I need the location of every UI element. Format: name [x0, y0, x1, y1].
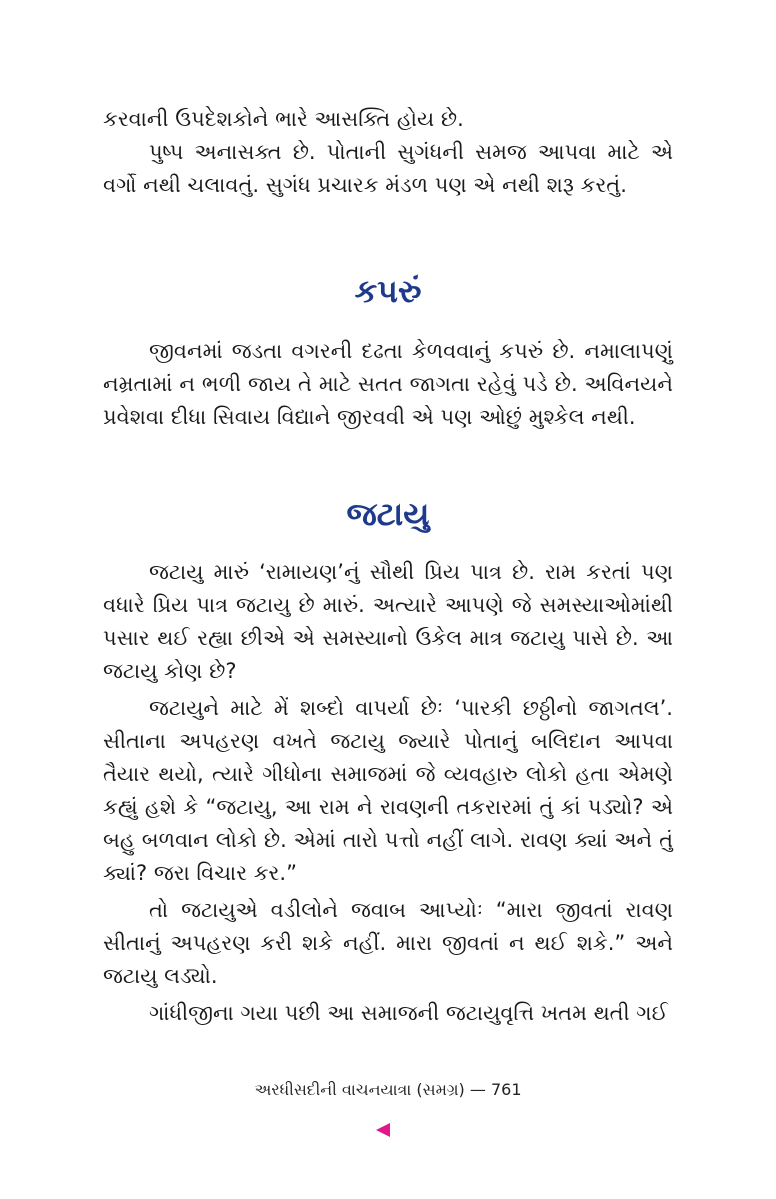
paragraph: તો જટાયુએ વડીલોને જવાબ આપ્યોઃ “મારા જીવતાં રાવણ સીતાનું અપહરણ કરી શકે નહીં. મારા જીવતાં ન થઈ શકે.” અને જટાયુ લડ્યો.	[103, 898, 673, 988]
section-text-block	[103, 335, 673, 434]
previous-page-arrow-icon[interactable]	[376, 1123, 390, 1137]
paragraph: કરવાની ઉપદેશકોને ભારે આસક્તિ હોય છે.	[103, 107, 464, 131]
section-heading: જટાયુ	[346, 495, 430, 533]
running-footer: અરધીસદીની વાચનયાત્રા (સમગ્ર) — 761	[254, 1080, 522, 1099]
section-text-block	[103, 556, 673, 1030]
paragraph: જીવનમાં જડતા વગરની દઢતા કેળવવાનું કપરું છે. નમાલાપણું નમ્રતામાં ન ભળી જાય તે માટે સતત જાગતા રહેવું પડે છે. અવિનયને પ્રવેશવા દીધા સિવાય વિદ્યાને જીરવવી એ પણ ઓછું મુશ્કેલ નથી.	[103, 339, 673, 429]
section-heading: કપરું	[354, 272, 422, 310]
paragraph: પુષ્પ અનાસક્ત છે. પોતાની સુગંધની સમજ આપવા માટે એ વર્ગો નથી ચલાવતું. સુગંધ પ્રચારક મંડળ પણ એ નથી શરૂ કરતું.	[103, 140, 673, 197]
paragraph: જટાયુ મારું ‘રામાયણ’નું સૌથી પ્રિય પાત્ર છે. રામ કરતાં પણ વધારે પ્રિય પાત્ર જટાયુ છે મારું. અત્યારે આપણે જે સમસ્યાઓમાંથી પસાર થઈ રહ્યા છીએ એ સમસ્યાનો ઉકેલ માત્ર જટાયુ પાસે છે. આ જટાયુ કોણ છે?	[103, 560, 673, 683]
paragraph: ગાંધીજીના ગયા પછી આ સમાજની જટાયુવૃત્તિ ખતમ થતી ગઈ	[149, 1001, 668, 1025]
paragraph: જટાયુને માટે મેં શબ્દો વાપર્યા છેઃ ‘પારકી છઠ્ઠીનો જાગતલ’. સીતાના અપહરણ વખતે જટાયુ જ્યારે પોતાનું બલિદાન આપવા તૈયાર થયો, ત્યારે ગીધોના સમાજમાં જે વ્યવહારુ લોકો હતા એમણે કહ્યું હશે કે “જટાયુ, આ રામ ને રાવણની તકરારમાં તું કાં પડ્યો? એ બહુ બળવાન લોકો છે. એમાં તારો પત્તો નહીં લાગે. રાવણ ક્યાં અને તું ક્યાં? જરા વિચાર કર.”	[103, 696, 673, 885]
intro-text-block	[103, 103, 673, 202]
